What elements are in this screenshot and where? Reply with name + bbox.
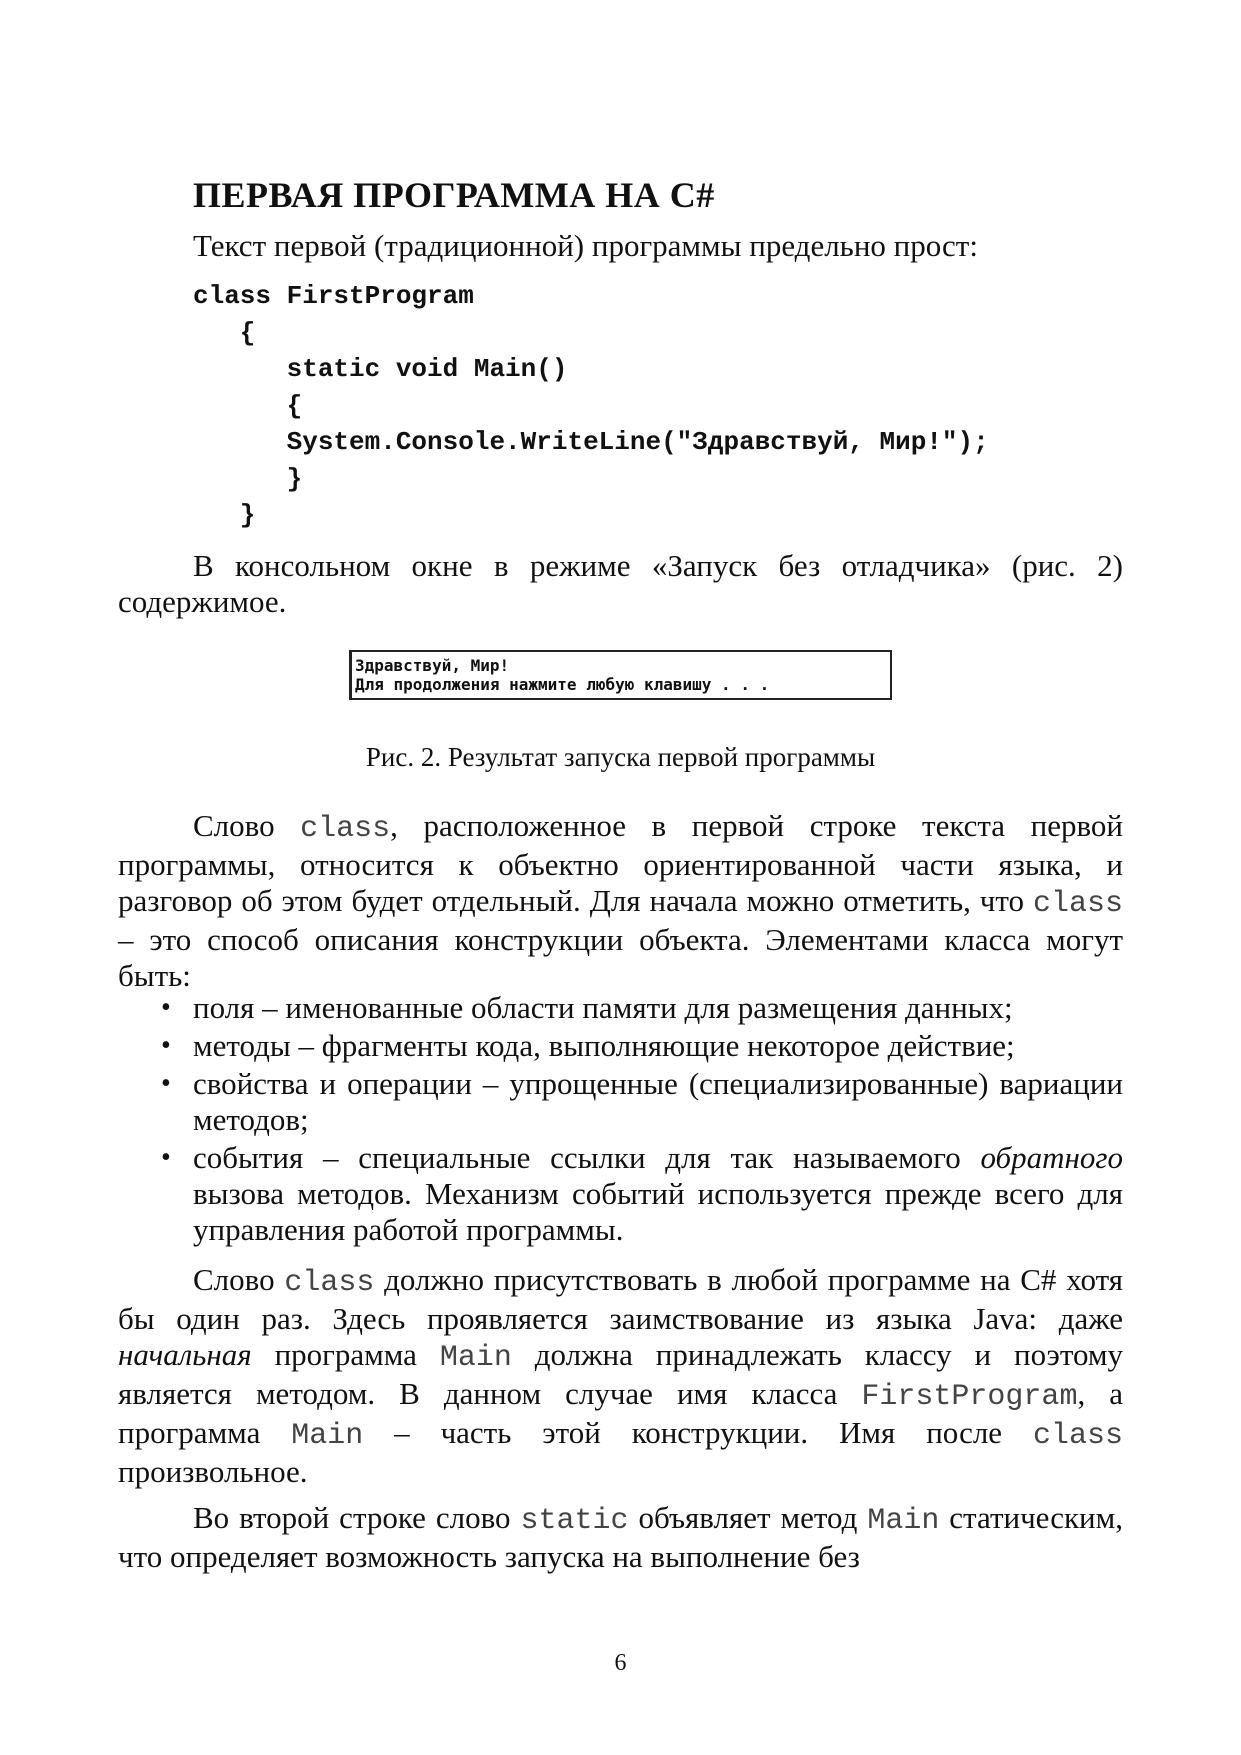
list-item [161, 990, 1123, 1026]
list-item-text: поля – именованные области памяти для размещения данных; [193, 990, 1013, 1025]
code-inline: class [300, 812, 391, 846]
console-line: Здравствуй, Мир! [355, 656, 510, 675]
text-run: – часть этой конструкции. Имя после [363, 1415, 1033, 1450]
code-inline: Main [867, 1504, 940, 1538]
console-output-figure [349, 650, 892, 700]
console-line: Для продолжения нажмите любую клавишу . . . [355, 675, 770, 694]
code-inline: Main [439, 1341, 512, 1375]
section-heading: ПЕРВАЯ ПРОГРАММА НА C# [193, 175, 715, 215]
text-run: , расположенное в первой строке текста первой программы, относится к объектно ориентированной части языка, и разговор об этом будет отдельный. Для начала можно отметить, что [118, 808, 1124, 918]
code-inline: class [1032, 1419, 1123, 1453]
bullet-icon: • [161, 1030, 171, 1061]
text-run: статическим, что определяет возможность запуска на выполнение без [118, 1500, 1123, 1574]
text-run: – это способ описания конструкции объекта. Элементами класса могут быть: [118, 922, 1123, 993]
console-description-paragraph: В консольном окне в режиме «Запуск без отладчика» (рис. 2) содержимое. [118, 548, 1123, 619]
code-listing [193, 278, 989, 534]
text-run: произвольное. [118, 1454, 308, 1489]
code-line: { [193, 390, 303, 421]
list-item-text: вызова методов. Механизм событий используется прежде всего для управления работой программы. [193, 1176, 1123, 1247]
code-inline: static [520, 1504, 629, 1538]
code-line: static void Main() [193, 354, 568, 384]
text-run: Слово [193, 808, 301, 843]
bullet-icon: • [161, 992, 171, 1023]
figure-caption: Рис. 2. Результат запуска первой программы [365, 742, 876, 772]
text-run: , а программа [118, 1376, 1123, 1450]
list-item [161, 1028, 1123, 1064]
static-paragraph [118, 1500, 1123, 1575]
bullet-icon: • [161, 1068, 171, 1099]
class-paragraph [118, 808, 1123, 994]
text-run: объявляет метод [628, 1500, 868, 1535]
text-run: Во второй строке слово [193, 1500, 521, 1535]
code-line: } [193, 500, 256, 530]
text-run: должна принадлежать классу и поэтому является методом. В данном случае имя класса [118, 1337, 1123, 1411]
list-item [161, 1140, 1123, 1248]
emphasis: обратного [980, 1140, 1123, 1175]
code-line: class FirstProgram [193, 281, 474, 311]
code-inline: class [284, 1266, 375, 1300]
class-elements-list [161, 990, 1123, 1250]
code-inline: Main [291, 1419, 364, 1453]
list-item-text: события – специальные ссылки для так называемого [193, 1140, 981, 1175]
code-inline: FirstProgram [861, 1380, 1078, 1414]
text-run: Слово [193, 1262, 285, 1297]
bullet-icon: • [161, 1142, 171, 1173]
intro-paragraph: Текст первой (традиционной) программы предельно прост: [193, 228, 978, 263]
code-line: System.Console.WriteLine("Здравствуй, Мир!"); [193, 427, 989, 457]
emphasis: начальная [118, 1337, 252, 1372]
list-item-text: методы – фрагменты кода, выполняющие некоторое действие; [193, 1028, 1015, 1063]
list-item [161, 1066, 1123, 1138]
code-line: } [193, 463, 303, 494]
text-run: программа [251, 1337, 440, 1372]
text-run: должно присутствовать в любой программе на C# хотя бы один раз. Здесь проявляется заимствование из языка Java: даже [118, 1262, 1124, 1336]
page-number: 6 [614, 1650, 627, 1676]
code-line: { [193, 317, 256, 348]
main-paragraph [118, 1262, 1123, 1490]
code-inline: class [1032, 887, 1123, 921]
list-item-text: свойства и операции – упрощенные (специализированные) вариации методов; [193, 1066, 1123, 1137]
